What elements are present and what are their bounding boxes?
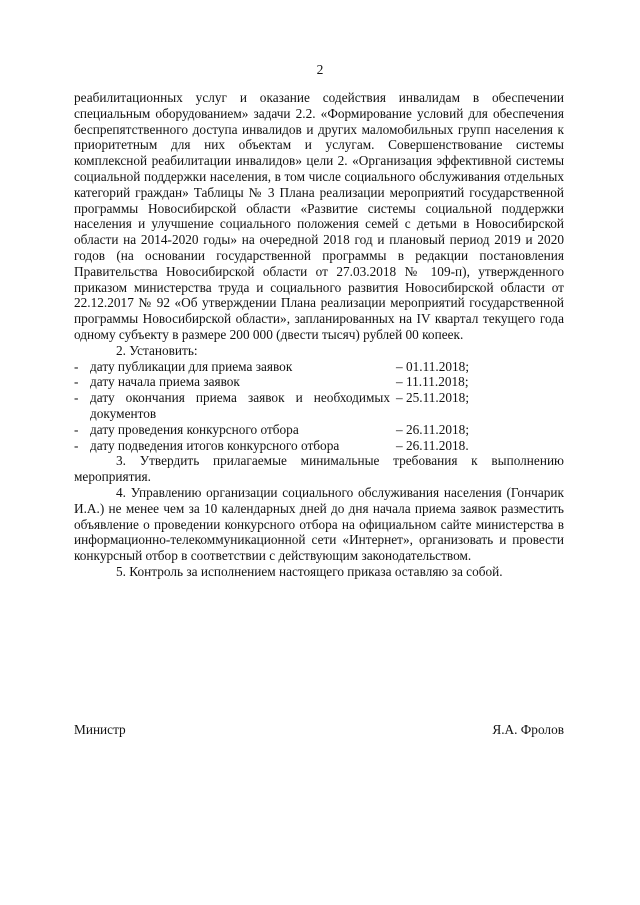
establish-paragraph: 2. Установить: <box>116 342 198 358</box>
date-item <box>74 374 564 390</box>
date-item <box>74 390 564 422</box>
date-value: – 26.11.2018. <box>396 437 469 453</box>
date-label: дату начала приема заявок <box>90 374 240 390</box>
instruct-paragraph: 4. Управлению организации социального обслуживания населения (Гончарик И.А.) не менее чем за 10 календарных дней до дня начала приема заявок разместить объявление о проведении конкурсного отбора на официальном сайте министерства в информационно-телекоммуникационной сети «Интернет», организовать и провести конкурсный отбор в соответствии с действующим законодательством. <box>74 484 564 564</box>
list-dash: - <box>74 421 79 437</box>
approve-paragraph: 3. Утвердить прилагаемые минимальные требования к выполнению мероприятия. <box>74 453 564 485</box>
control-paragraph: 5. Контроль за исполнением настоящего приказа оставляю за собой. <box>116 563 503 579</box>
date-value: – 26.11.2018; <box>396 421 470 437</box>
date-item <box>74 422 564 438</box>
date-value: – 11.11.2018; <box>396 374 469 390</box>
page-number: 2 <box>316 62 324 77</box>
signatory-name: Я.А. Фролов <box>492 722 564 737</box>
list-dash: - <box>74 358 79 374</box>
date-item <box>74 438 564 454</box>
date-label: дату окончания приема заявок и необходимых документов <box>90 390 390 421</box>
list-dash: - <box>74 437 79 453</box>
date-value: – 01.11.2018; <box>396 358 470 374</box>
list-dash: - <box>74 374 79 390</box>
signature-block <box>74 722 564 738</box>
date-item <box>74 359 564 375</box>
list-dash: - <box>74 390 79 406</box>
date-label: дату проведения конкурсного отбора <box>90 421 299 437</box>
date-label: дату подведения итогов конкурсного отбора <box>90 437 340 453</box>
dates-list <box>74 359 564 454</box>
document-body <box>74 90 564 580</box>
date-label: дату публикации для приема заявок <box>90 358 293 374</box>
intro-paragraph: реабилитационных услуг и оказание содействия инвалидам в обеспечении специальным оборудованием» задачи 2.2. «Формирование условий для обеспечения беспрепятственного доступа инвалидов и других маломобильных групп населения к приоритетным для них объектам и услугам. Совершенствование системы комплексной реабилитации инвалидов» цели 2. «Организация эффективной системы социальной поддержки населения, в том числе социального обслуживания отдельных категорий граждан» Таблицы № 3 Плана реализации мероприятий государственной программы Новосибирской области «Развитие системы социальной поддержки населения и улучшение социального положения семей с детьми в Новосибирской области на 2014-2020 годы» на очередной 2018 год и плановый период 2019 и 2020 годов (на основании государственной программы в редакции постановления Правительства Новосибирской области от 27.03.2018 № 109-п), утвержденного приказом министерства труда и социального развития Новосибирской области от 22.12.2017 № 92 «Об утверждении Плана реализации мероприятий государственной программы Новосибирской области», запланированных на IV квартал текущего года одному субъекту в размере 200 000 (двести тысяч) рублей 00 копеек. <box>74 90 564 342</box>
date-value: – 25.11.2018; <box>396 390 470 406</box>
signatory-title: Министр <box>74 722 126 737</box>
